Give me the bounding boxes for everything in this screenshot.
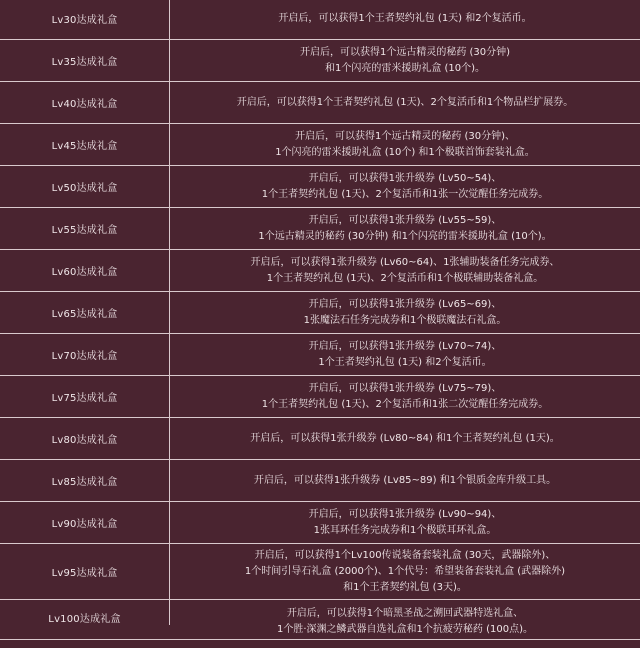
table-row (0, 292, 640, 334)
description-line: 和1个闪亮的雷米援助礼盒 (10个)。 (324, 62, 486, 74)
reward-name: Lv45达成礼盒 (0, 124, 170, 165)
table-row (0, 208, 640, 250)
description-line: 开启后，可以获得1张升级券 (Lv75~79)、 (308, 382, 502, 394)
reward-name: Lv70达成礼盒 (0, 334, 170, 375)
description-line: 1个闪亮的雷米援助礼盒 (10个) 和1个极联首饰套装礼盒。 (275, 146, 535, 158)
reward-description (170, 40, 640, 81)
description-line: 开启后，可以获得1个暗黑圣战之溯回武器特选礼盒、 (286, 608, 524, 619)
description-line: 1个王者契约礼包 (1天) 和2个复活币。 (318, 356, 492, 368)
description-line: 开启后，可以获得1个远古精灵的秘药 (30分钟)、 (294, 130, 516, 142)
reward-description (170, 600, 640, 638)
description-line: 开启后，可以获得1张升级券 (Lv55~59)、 (308, 214, 502, 226)
table-row (0, 600, 640, 640)
description-line: 开启后，可以获得1张升级券 (Lv70~74)、 (308, 340, 502, 352)
table-row (0, 0, 640, 40)
reward-name: Lv50达成礼盒 (0, 166, 170, 207)
reward-description (170, 0, 640, 39)
description-line: 1个远古精灵的秘药 (30分钟) 和1个闪亮的雷米援助礼盒 (10个)。 (258, 230, 552, 242)
description-line: 开启后，可以获得1个王者契约礼包 (1天)、2个复活币和1个物品栏扩展券。 (236, 96, 574, 108)
description-line: 和1个王者契约礼包 (3天)。 (343, 581, 467, 593)
table-row (0, 376, 640, 418)
reward-description (170, 502, 640, 543)
reward-name: Lv75达成礼盒 (0, 376, 170, 417)
reward-description (170, 208, 640, 249)
description-line: 1个王者契约礼包 (1天)、2个复活币和1张二次觉醒任务完成券。 (261, 398, 549, 410)
table-row (0, 418, 640, 460)
reward-description (170, 544, 640, 599)
reward-name: Lv65达成礼盒 (0, 292, 170, 333)
reward-description (170, 460, 640, 501)
table-row (0, 40, 640, 82)
reward-description (170, 292, 640, 333)
table-row (0, 82, 640, 124)
reward-description (170, 250, 640, 291)
reward-name: Lv85达成礼盒 (0, 460, 170, 501)
table-row (0, 502, 640, 544)
table-row (0, 166, 640, 208)
table-row (0, 250, 640, 292)
reward-name: Lv30达成礼盒 (0, 0, 170, 39)
reward-name: Lv90达成礼盒 (0, 502, 170, 543)
reward-name: Lv55达成礼盒 (0, 208, 170, 249)
description-line: 1张耳环任务完成券和1个极联耳环礼盒。 (313, 524, 497, 536)
description-line: 开启后，可以获得1个Lv100传说装备套装礼盒 (30天，武器除外)、 (254, 549, 556, 561)
reward-description (170, 124, 640, 165)
table-row (0, 460, 640, 502)
reward-description (170, 376, 640, 417)
description-line: 1个王者契约礼包 (1天)、2个复活币和1个极联辅助装备礼盒。 (266, 272, 544, 284)
table-row (0, 124, 640, 166)
description-line: 开启后，可以获得1张升级券 (Lv85~89) 和1个银质金库升级工具。 (253, 474, 557, 486)
reward-description (170, 82, 640, 123)
description-line: 1个胜·深渊之鳞武器自选礼盒和1个抗疲劳秘药 (100点)。 (277, 624, 533, 635)
reward-name: Lv100达成礼盒 (0, 600, 170, 625)
reward-description (170, 166, 640, 207)
description-line: 1个王者契约礼包 (1天)、2个复活币和1张一次觉醒任务完成券。 (261, 188, 549, 200)
description-line: 开启后，可以获得1张升级券 (Lv50~54)、 (308, 172, 502, 184)
description-line: 开启后，可以获得1张升级券 (Lv90~94)、 (308, 508, 502, 520)
description-line: 开启后，可以获得1个王者契约礼包 (1天) 和2个复活币。 (278, 12, 532, 24)
description-line: 开启后，可以获得1张升级券 (Lv65~69)、 (308, 298, 502, 310)
description-line: 开启后，可以获得1个远古精灵的秘药 (30分钟) (299, 46, 511, 58)
reward-description (170, 334, 640, 375)
table-row (0, 334, 640, 376)
reward-name: Lv40达成礼盒 (0, 82, 170, 123)
reward-name: Lv80达成礼盒 (0, 418, 170, 459)
reward-name: Lv95达成礼盒 (0, 544, 170, 599)
description-line: 1张魔法石任务完成券和1个极联魔法石礼盒。 (303, 314, 507, 326)
reward-description (170, 418, 640, 459)
reward-name: Lv60达成礼盒 (0, 250, 170, 291)
description-line: 开启后，可以获得1张升级券 (Lv80~84) 和1个王者契约礼包 (1天)。 (250, 432, 560, 444)
table-row (0, 544, 640, 600)
description-line: 1个时间引导石礼盒 (2000个)、1个代号：希望装备套装礼盒 (武器除外) (244, 565, 566, 577)
description-line: 开启后，可以获得1张升级券 (Lv60~64)、1张辅助装备任务完成券、 (250, 256, 560, 268)
reward-name: Lv35达成礼盒 (0, 40, 170, 81)
